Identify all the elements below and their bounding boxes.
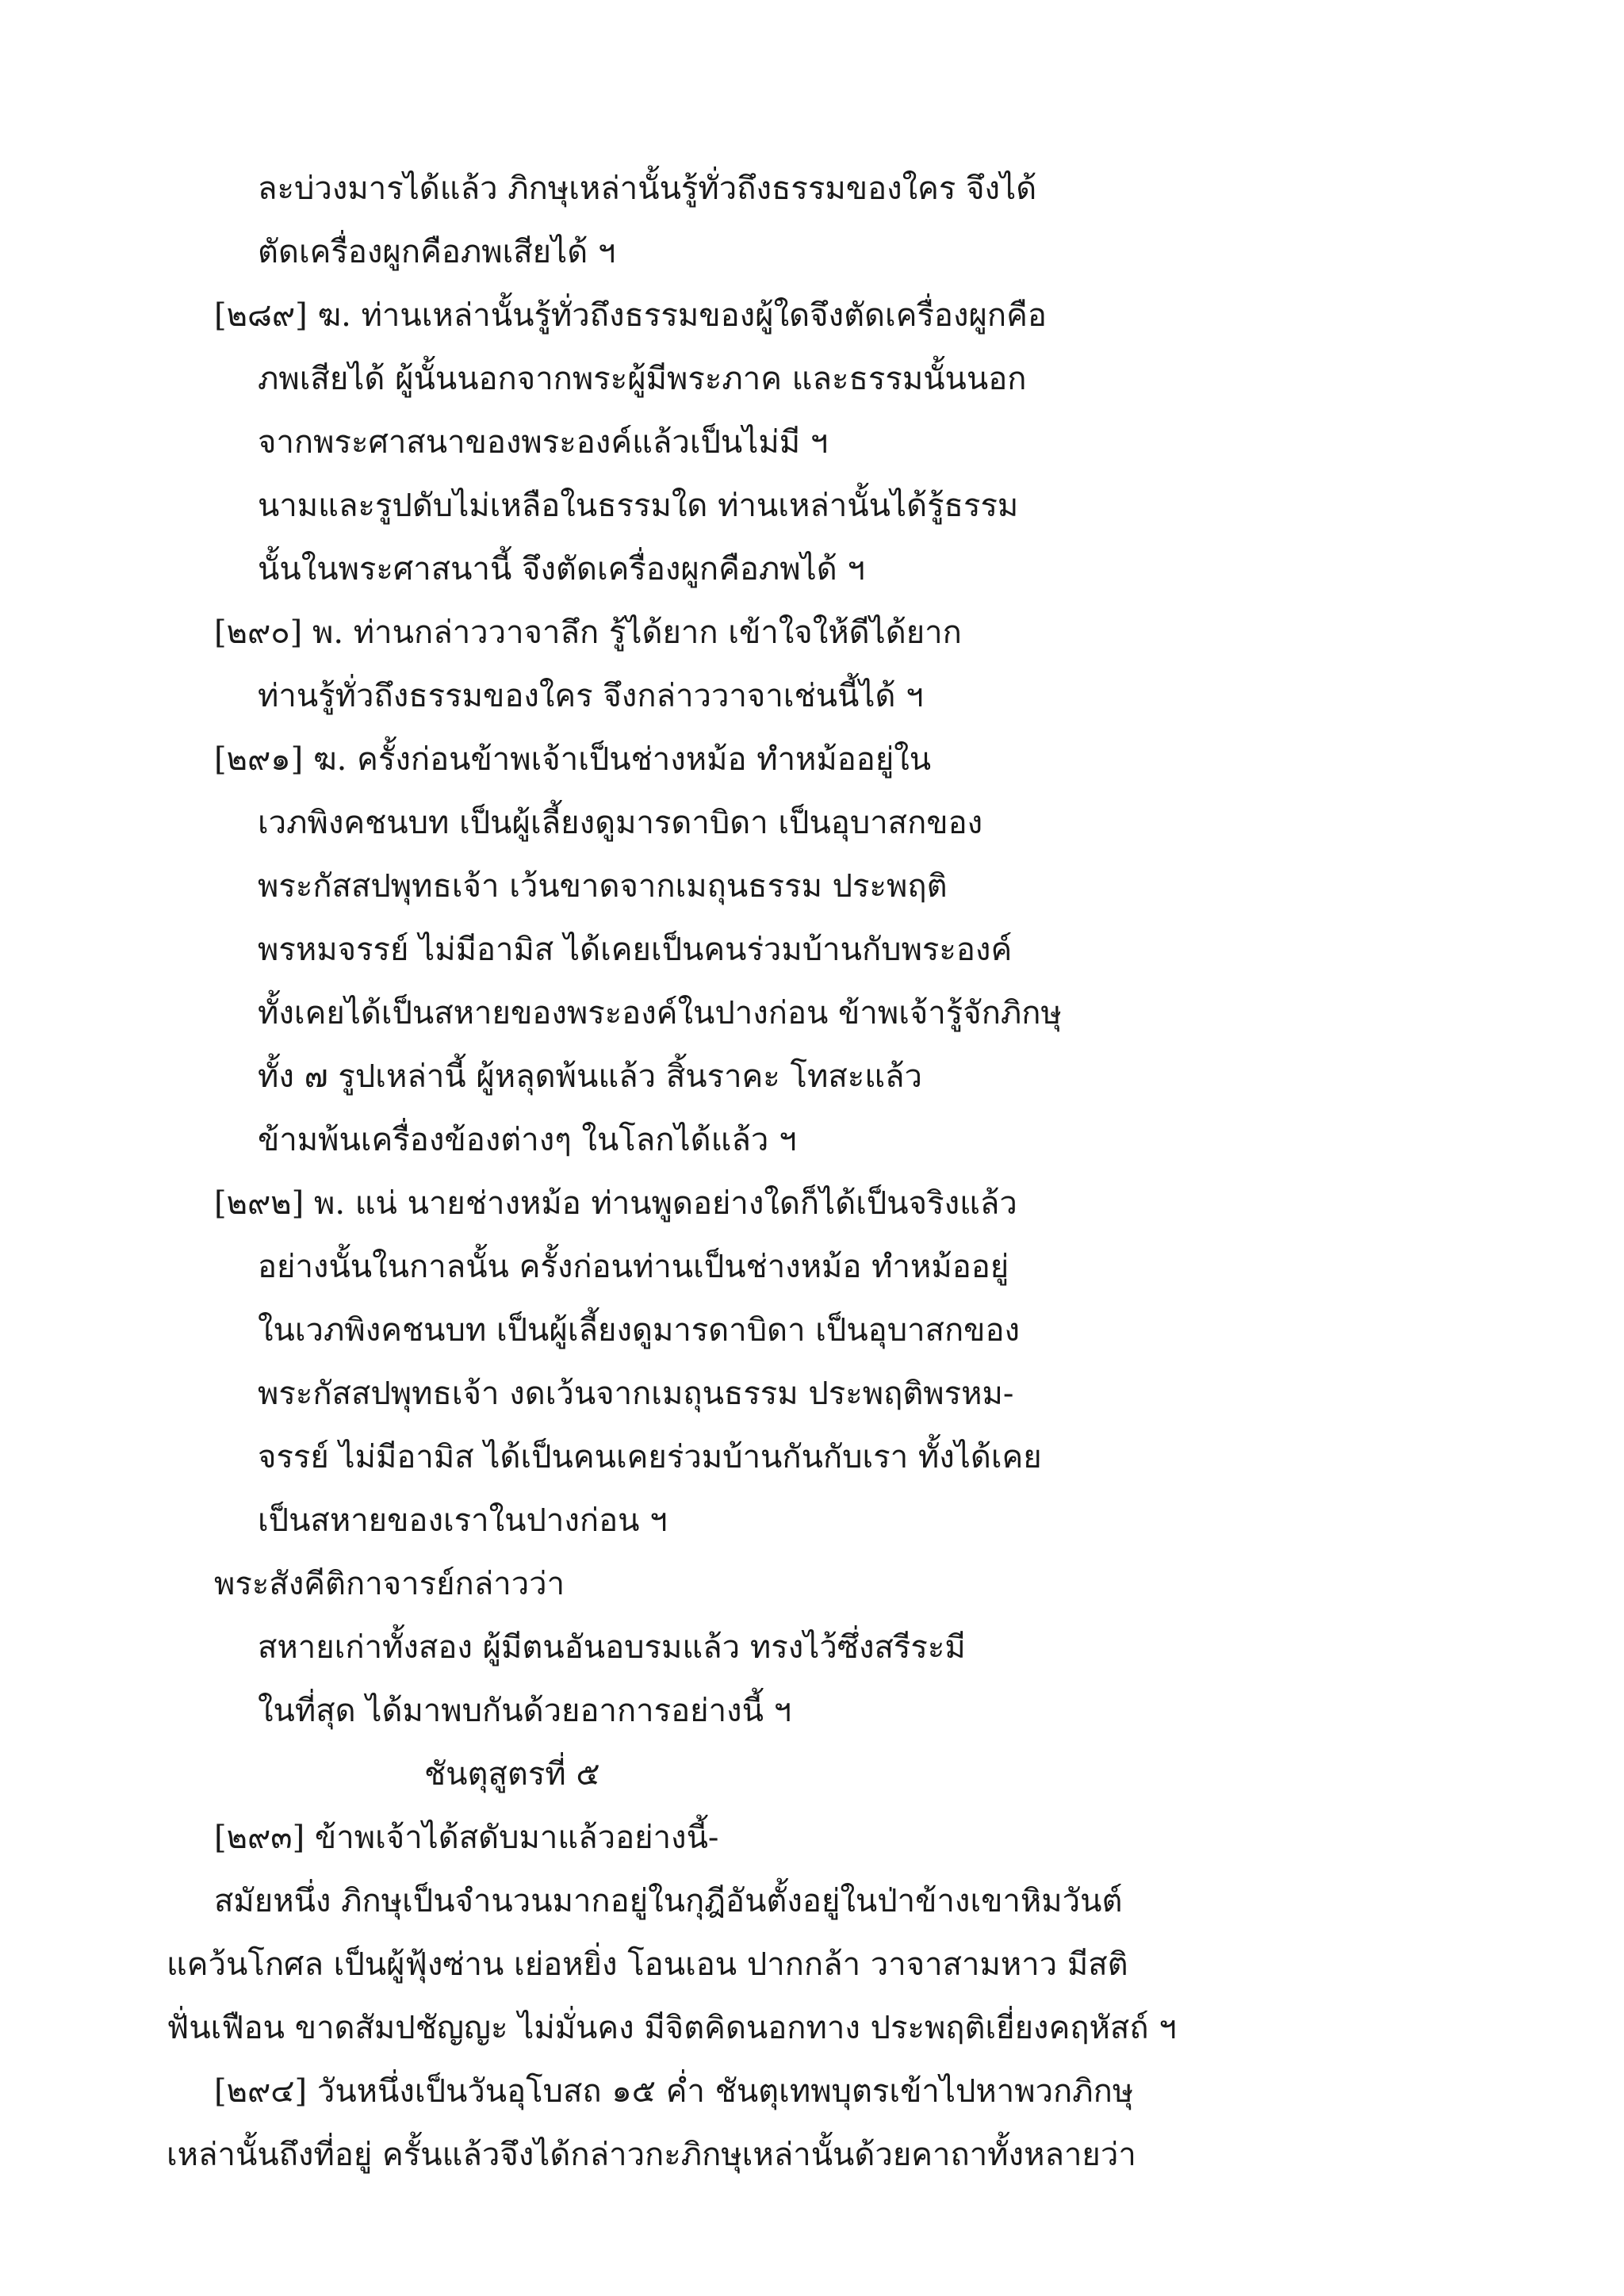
narrator-line: พระสังคีติกาจารย์กล่าวว่า (214, 1566, 565, 1602)
verse-line: [๒๙๒] พ. แน่ นายช่างหม้อ ท่านพูดอย่างใดก็ได้เป็นจริงแล้ว (214, 1185, 1017, 1222)
text-line: จากพระศาสนาของพระองค์แล้วเป็นไม่มี ฯ (258, 424, 829, 461)
verse-line: [๒๘๙] ฆ. ท่านเหล่านั้นรู้ทั่วถึงธรรมของผู้ใดจึงตัดเครื่องผูกคือ (214, 297, 1047, 334)
section-title: ชันตุสูตรที่ ๕ (424, 1756, 600, 1793)
text-line: ทั้ง ๗ รูปเหล่านี้ ผู้หลุดพ้นแล้ว สิ้นราคะ โทสะแล้ว (258, 1058, 922, 1095)
text-line: นามและรูปดับไม่เหลือในธรรมใด ท่านเหล่านั้นได้รู้ธรรม (258, 488, 1019, 524)
text-line: เป็นสหายของเราในปางก่อน ฯ (258, 1502, 668, 1539)
paragraph-line: [๒๙๔] วันหนึ่งเป็นวันอุโบสถ ๑๕ ค่ำ ชันตุเทพบุตรเข้าไปหาพวกภิกษุ (214, 2073, 1134, 2110)
text-line: ข้ามพ้นเครื่องข้องต่างๆ ในโลกได้แล้ว ฯ (258, 1122, 797, 1158)
text-line: ตัดเครื่องผูกคือภพเสียได้ ฯ (258, 234, 616, 270)
text-line: ในเวภพิงคชนบท เป็นผู้เลี้ยงดูมารดาบิดา เป็นอุบาสกของ (258, 1312, 1021, 1349)
text-line: ละบ่วงมารได้แล้ว ภิกษุเหล่านั้นรู้ทั่วถึงธรรมของใคร จึงได้ (258, 170, 1037, 207)
paragraph-line: แคว้นโกศล เป็นผู้ฟุ้งซ่าน เย่อหยิ่ง โอนเอน ปากกล้า วาจาสามหาว มีสติ (167, 1946, 1128, 1983)
text-line: อย่างนั้นในกาลนั้น ครั้งก่อนท่านเป็นช่างหม้อ ทำหม้ออยู่ (258, 1249, 1009, 1285)
text-line: พระกัสสปพุทธเจ้า งดเว้นจากเมถุนธรรม ประพฤติพรหม- (258, 1376, 1014, 1412)
text-line: เวภพิงคชนบท เป็นผู้เลี้ยงดูมารดาบิดา เป็นอุบาสกของ (258, 805, 983, 841)
verse-line: [๒๙๑] ฆ. ครั้งก่อนข้าพเจ้าเป็นช่างหม้อ ทำหม้ออยู่ใน (214, 741, 932, 778)
paragraph-line: สมัยหนึ่ง ภิกษุเป็นจำนวนมากอยู่ในกุฎีอันตั้งอยู่ในป่าข้างเขาหิมวันต์ (214, 1883, 1123, 1919)
text-line: สหายเก่าทั้งสอง ผู้มีตนอันอบรมแล้ว ทรงไว้ซึ่งสรีระมี (258, 1629, 966, 1666)
text-line: ท่านรู้ทั่วถึงธรรมของใคร จึงกล่าววาจาเช่นนี้ได้ ฯ (258, 678, 924, 714)
text-line: นั้นในพระศาสนานี้ จึงตัดเครื่องผูกคือภพได้ ฯ (258, 551, 865, 587)
verse-line: [๒๙๐] พ. ท่านกล่าววาจาลึก รู้ได้ยาก เข้าใจให้ดีได้ยาก (214, 614, 962, 651)
paragraph-line: เหล่านั้นถึงที่อยู่ ครั้นแล้วจึงได้กล่าวกะภิกษุเหล่านั้นด้วยคาถาทั้งหลายว่า (167, 2137, 1136, 2173)
verse-line: [๒๙๓] ข้าพเจ้าได้สดับมาแล้วอย่างนี้- (214, 1820, 719, 1856)
paragraph-line: ฟั่นเฟือน ขาดสัมปชัญญะ ไม่มั่นคง มีจิตคิดนอกทาง ประพฤติเยี่ยงคฤหัสถ์ ฯ (167, 2010, 1177, 2046)
text-line: ในที่สุด ได้มาพบกันด้วยอาการอย่างนี้ ฯ (258, 1693, 792, 1729)
text-line: พรหมจรรย์ ไม่มีอามิส ได้เคยเป็นคนร่วมบ้านกับพระองค์ (258, 932, 1013, 968)
text-line: จรรย์ ไม่มีอามิส ได้เป็นคนเคยร่วมบ้านกันกับเรา ทั้งได้เคย (258, 1439, 1042, 1475)
text-line: พระกัสสปพุทธเจ้า เว้นขาดจากเมถุนธรรม ประพฤติ (258, 868, 948, 905)
text-line: ทั้งเคยได้เป็นสหายของพระองค์ในปางก่อน ข้าพเจ้ารู้จักภิกษุ (258, 995, 1062, 1031)
text-line: ภพเสียได้ ผู้นั้นนอกจากพระผู้มีพระภาค และธรรมนั้นนอก (258, 361, 1027, 397)
